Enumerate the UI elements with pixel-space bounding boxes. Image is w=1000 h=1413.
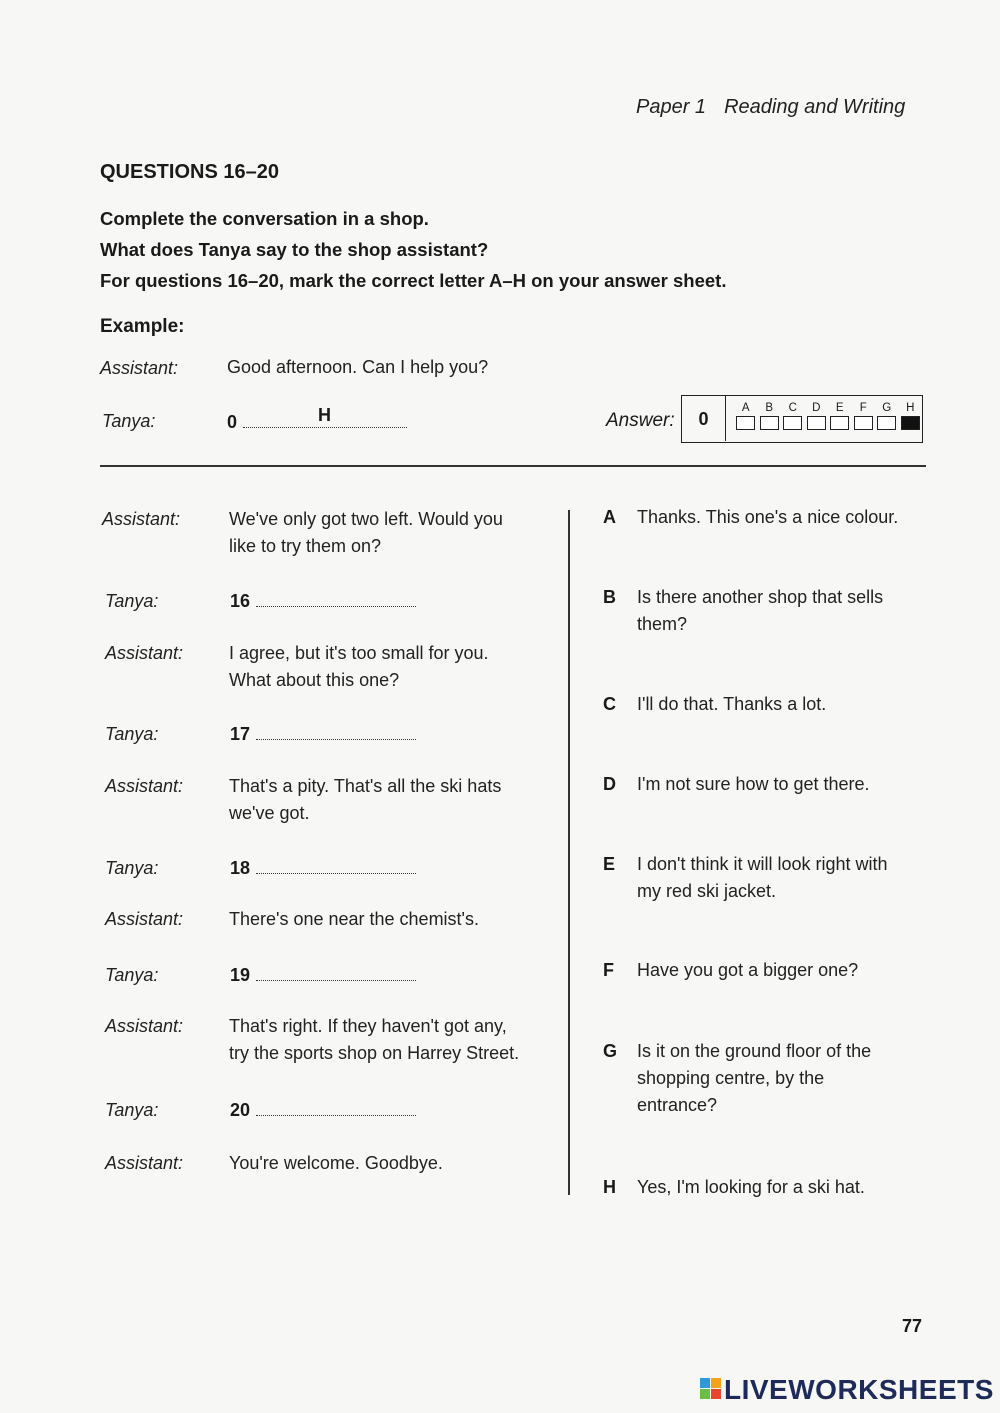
answer-option-c[interactable] <box>781 400 805 435</box>
answer-option-f[interactable] <box>852 400 876 435</box>
option-letter-h: H <box>603 1177 616 1197</box>
option-text-f: Have you got a bigger one? <box>637 960 859 980</box>
assistant-speaker: Assistant: <box>105 776 184 796</box>
answer-option-d[interactable] <box>805 400 829 435</box>
assistant-speaker: Assistant: <box>102 509 181 529</box>
answer-blank[interactable] <box>256 1102 416 1116</box>
question-17: 17 <box>230 724 416 745</box>
question-18: 18 <box>230 858 416 879</box>
page-header <box>636 96 905 119</box>
option-letter-a: A <box>603 507 616 527</box>
answer-letter: D <box>812 402 821 414</box>
example-label: Example: <box>100 316 185 337</box>
answer-checkbox[interactable] <box>760 416 779 430</box>
answer-letter: C <box>788 402 797 414</box>
instruction-2: What does Tanya say to the shop assistant? <box>100 239 489 260</box>
assistant-line: There's one near the chemist's. <box>229 909 479 929</box>
answer-option-b[interactable] <box>758 400 782 435</box>
answer-blank[interactable] <box>256 860 416 874</box>
option-letter-f: F <box>603 960 614 980</box>
option-text-e: I don't think it will look right with <box>637 854 888 874</box>
option-text-h: Yes, I'm looking for a ski hat. <box>637 1177 865 1197</box>
option-letter-d: D <box>603 774 616 794</box>
example-tanya-speaker: Tanya: <box>102 411 156 431</box>
questions-title: QUESTIONS 16–20 <box>100 161 279 183</box>
option-letter-c: C <box>603 694 616 714</box>
instruction-1: Complete the conversation in a shop. <box>100 208 429 229</box>
example-assistant-speaker: Assistant: <box>100 358 179 378</box>
assistant-line: try the sports shop on Harrey Street. <box>229 1043 520 1063</box>
example-assistant-line: Good afternoon. Can I help you? <box>227 357 489 377</box>
option-text-g: shopping centre, by the <box>637 1068 825 1088</box>
option-letter-b: B <box>603 587 616 607</box>
assistant-line: That's a pity. That's all the ski hats <box>229 776 502 796</box>
instruction-3: For questions 16–20, mark the correct letter A–H on your answer sheet. <box>100 270 727 291</box>
tanya-speaker: Tanya: <box>105 724 159 744</box>
question-20: 20 <box>230 1100 416 1121</box>
option-text-c: I'll do that. Thanks a lot. <box>637 694 827 714</box>
answer-checkbox[interactable] <box>901 416 920 430</box>
tanya-speaker: Tanya: <box>105 1100 159 1120</box>
tanya-speaker: Tanya: <box>105 591 159 611</box>
assistant-speaker: Assistant: <box>105 909 184 929</box>
answer-checkbox[interactable] <box>854 416 873 430</box>
answer-label: Answer: <box>606 410 675 431</box>
answer-letter: A <box>741 402 750 414</box>
answer-blank[interactable] <box>256 593 416 607</box>
answer-letter: G <box>882 402 892 414</box>
example-number: 0 <box>227 412 407 433</box>
section-label: Reading and Writing <box>724 96 906 118</box>
option-text-d: I'm not sure how to get there. <box>637 774 870 794</box>
assistant-speaker: Assistant: <box>105 1016 184 1036</box>
liveworksheets-icon <box>700 1376 722 1402</box>
answer-grid <box>734 400 922 435</box>
assistant-line: We've only got two left. Would you <box>229 509 503 529</box>
answer-letter: F <box>859 402 867 414</box>
option-letter-e: E <box>603 854 616 874</box>
option-text-a: Thanks. This one's a nice colour. <box>637 507 899 527</box>
divider-horizontal <box>100 465 926 467</box>
option-text-g: Is it on the ground floor of the <box>637 1041 872 1061</box>
answer-letter: B <box>765 402 774 414</box>
paper-label: Paper 1 <box>636 96 707 118</box>
answer-checkbox[interactable] <box>877 416 896 430</box>
answer-checkbox[interactable] <box>830 416 849 430</box>
assistant-line: like to try them on? <box>229 536 382 556</box>
option-text-e: my red ski jacket. <box>637 881 777 901</box>
question-16: 16 <box>230 591 416 612</box>
assistant-speaker: Assistant: <box>105 643 184 663</box>
assistant-speaker: Assistant: <box>105 1153 184 1173</box>
option-text-b: them? <box>637 614 688 634</box>
option-text-b: Is there another shop that sells <box>637 587 884 607</box>
answer-sheet-box <box>681 395 923 443</box>
answer-option-e[interactable] <box>828 400 852 435</box>
assistant-line: I agree, but it's too small for you. <box>229 643 489 663</box>
watermark-logo: LIVEWORKSHEETS <box>700 1374 994 1406</box>
answer-letter: H <box>906 402 915 414</box>
divider-vertical <box>568 510 570 1195</box>
answer-option-g[interactable] <box>875 400 899 435</box>
answer-option-h[interactable] <box>899 400 923 435</box>
answer-blank[interactable] <box>256 967 416 981</box>
question-19: 19 <box>230 965 416 986</box>
page-number: 77 <box>902 1316 923 1336</box>
assistant-line: You're welcome. Goodbye. <box>229 1153 443 1173</box>
assistant-line: That's right. If they haven't got any, <box>229 1016 507 1036</box>
answer-blank[interactable] <box>256 726 416 740</box>
answer-checkbox[interactable] <box>783 416 802 430</box>
assistant-line: we've got. <box>229 803 310 823</box>
answer-letter: E <box>835 402 844 414</box>
assistant-line: What about this one? <box>229 670 400 690</box>
answer-number: 0 <box>682 396 726 441</box>
answer-checkbox[interactable] <box>736 416 755 430</box>
answer-checkbox[interactable] <box>807 416 826 430</box>
option-letter-g: G <box>603 1041 618 1061</box>
tanya-speaker: Tanya: <box>105 858 159 878</box>
example-answer: H <box>318 405 331 425</box>
answer-option-a[interactable] <box>734 400 758 435</box>
tanya-speaker: Tanya: <box>105 965 159 985</box>
option-text-g: entrance? <box>637 1095 718 1115</box>
